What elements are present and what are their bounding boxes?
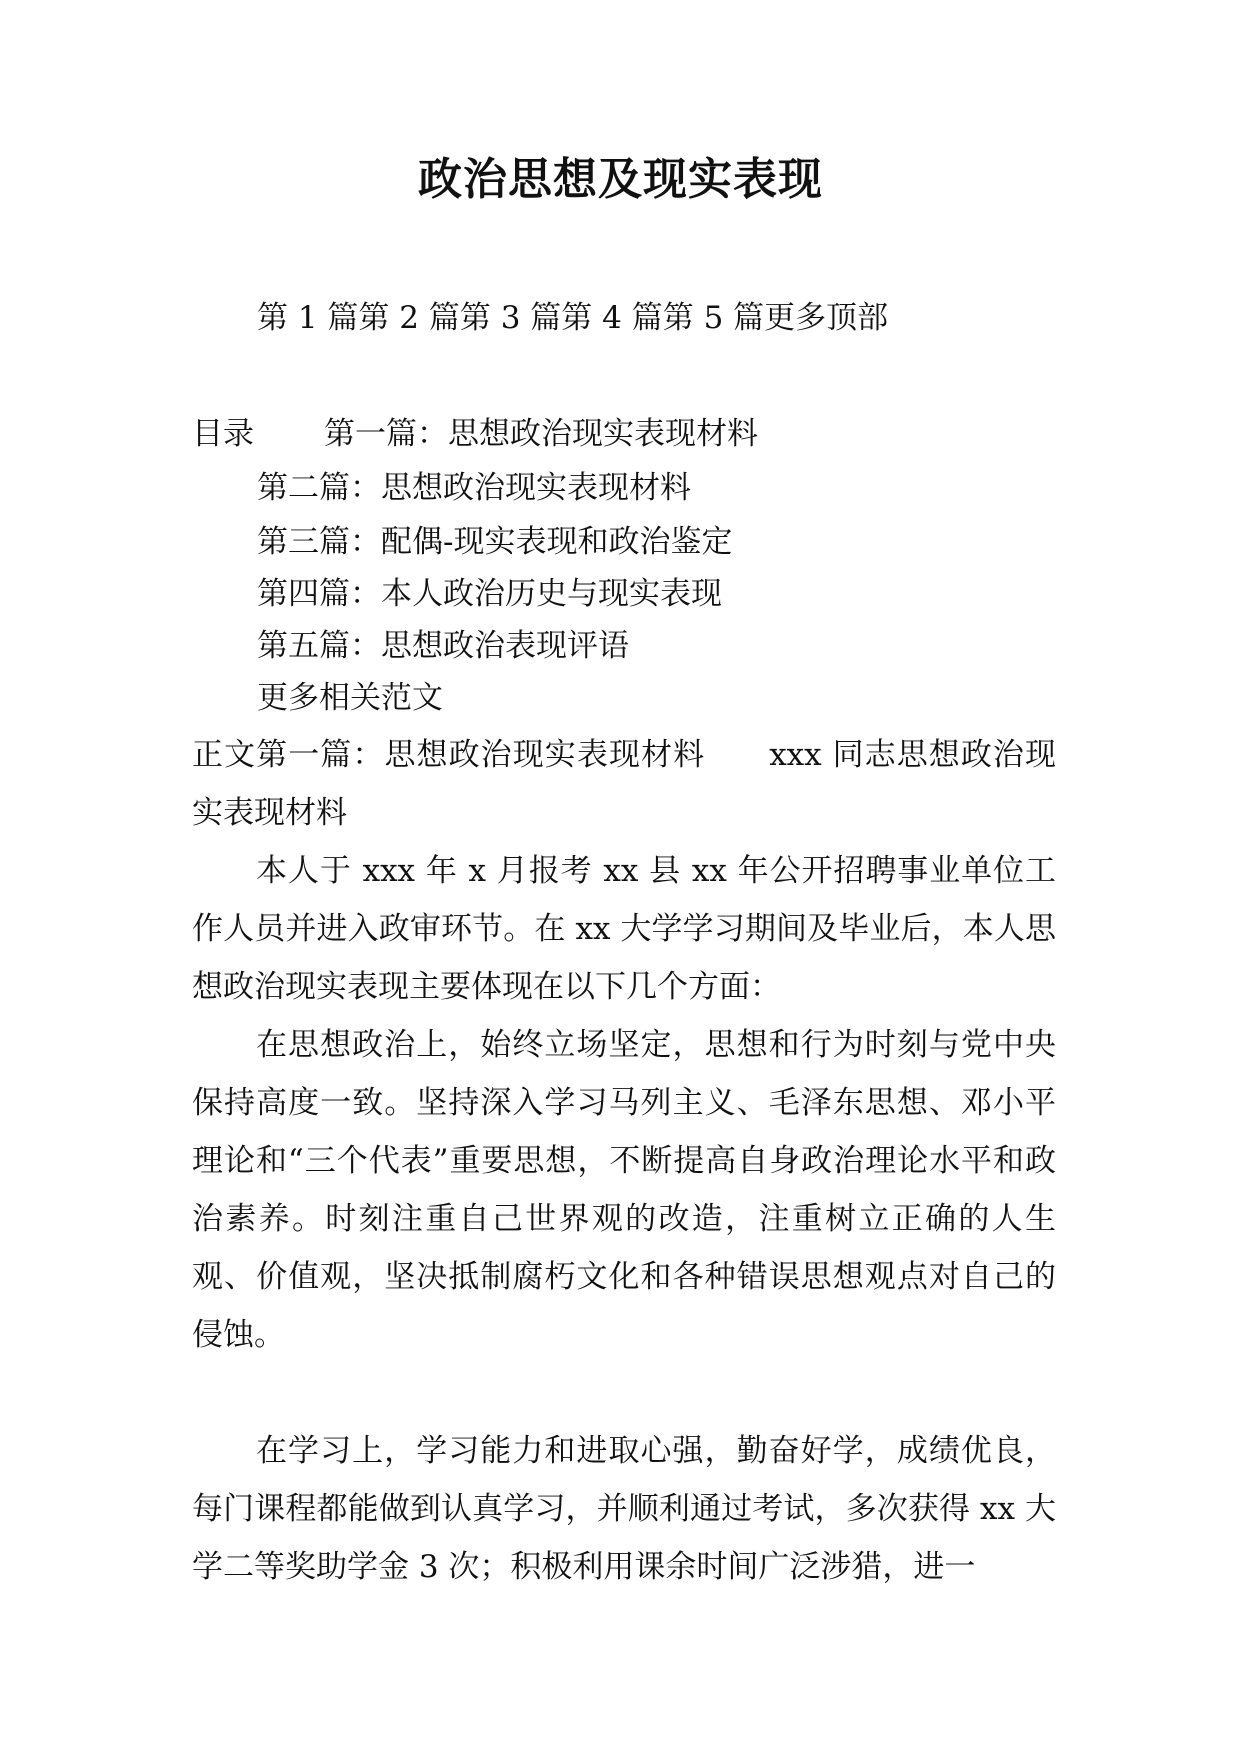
toc-item-6: 更多相关范文 [257,680,443,716]
body-heading-right: xxx 同志思想政治现实表现材料 [192,737,1057,831]
body-paragraph-3: 在学习上，学习能力和进取心强，勤奋好学，成绩优良，每门课程都能做到认真学习，并顺利通过考试，多次获得 xx 大学二等奖助学金 3 次；积极利用课余时间广泛涉猎，进一 [192,1433,1056,1585]
toc-item-4: 第四篇：本人政治历史与现实表现 [257,576,722,612]
body-heading [192,726,1056,842]
toc-item-3: 第三篇：配偶-现实表现和政治鉴定 [257,524,733,560]
body-heading-left: 正文第一篇：思想政治现实表现材料 [192,737,706,773]
body-paragraph-1: 本人于 xxx 年 x 月报考 xx 县 xx 年公开招聘事业单位工作人员并进入政审环节。在 xx 大学学习期间及毕业后，本人思想政治现实表现主要体现在以下几个方面： [192,853,1056,1005]
toc-item-2: 第二篇：思想政治现实表现材料 [257,470,691,506]
toc-item-5: 第五篇：思想政治表现评语 [257,628,629,664]
toc-first-line [192,412,758,456]
toc-item-1: 第一篇：思想政治现实表现材料 [324,416,758,452]
document-title: 政治思想及现实表现 [418,154,823,205]
article-nav: 第 1 篇第 2 篇第 3 篇第 4 篇第 5 篇更多顶部 [257,300,889,336]
toc-label: 目录 [192,416,254,452]
body-paragraph-2: 在思想政治上，始终立场坚定，思想和行为时刻与党中央保持高度一致。坚持深入学习马列主义、毛泽东思想、邓小平理论和“三个代表”重要思想，不断提高自身政治理论水平和政治素养。时刻注重自己世界观的改造，注重树立正确的人生观、价值观，坚决抵制腐朽文化和各种错误思想观点对自己的侵蚀。 [192,1027,1056,1353]
